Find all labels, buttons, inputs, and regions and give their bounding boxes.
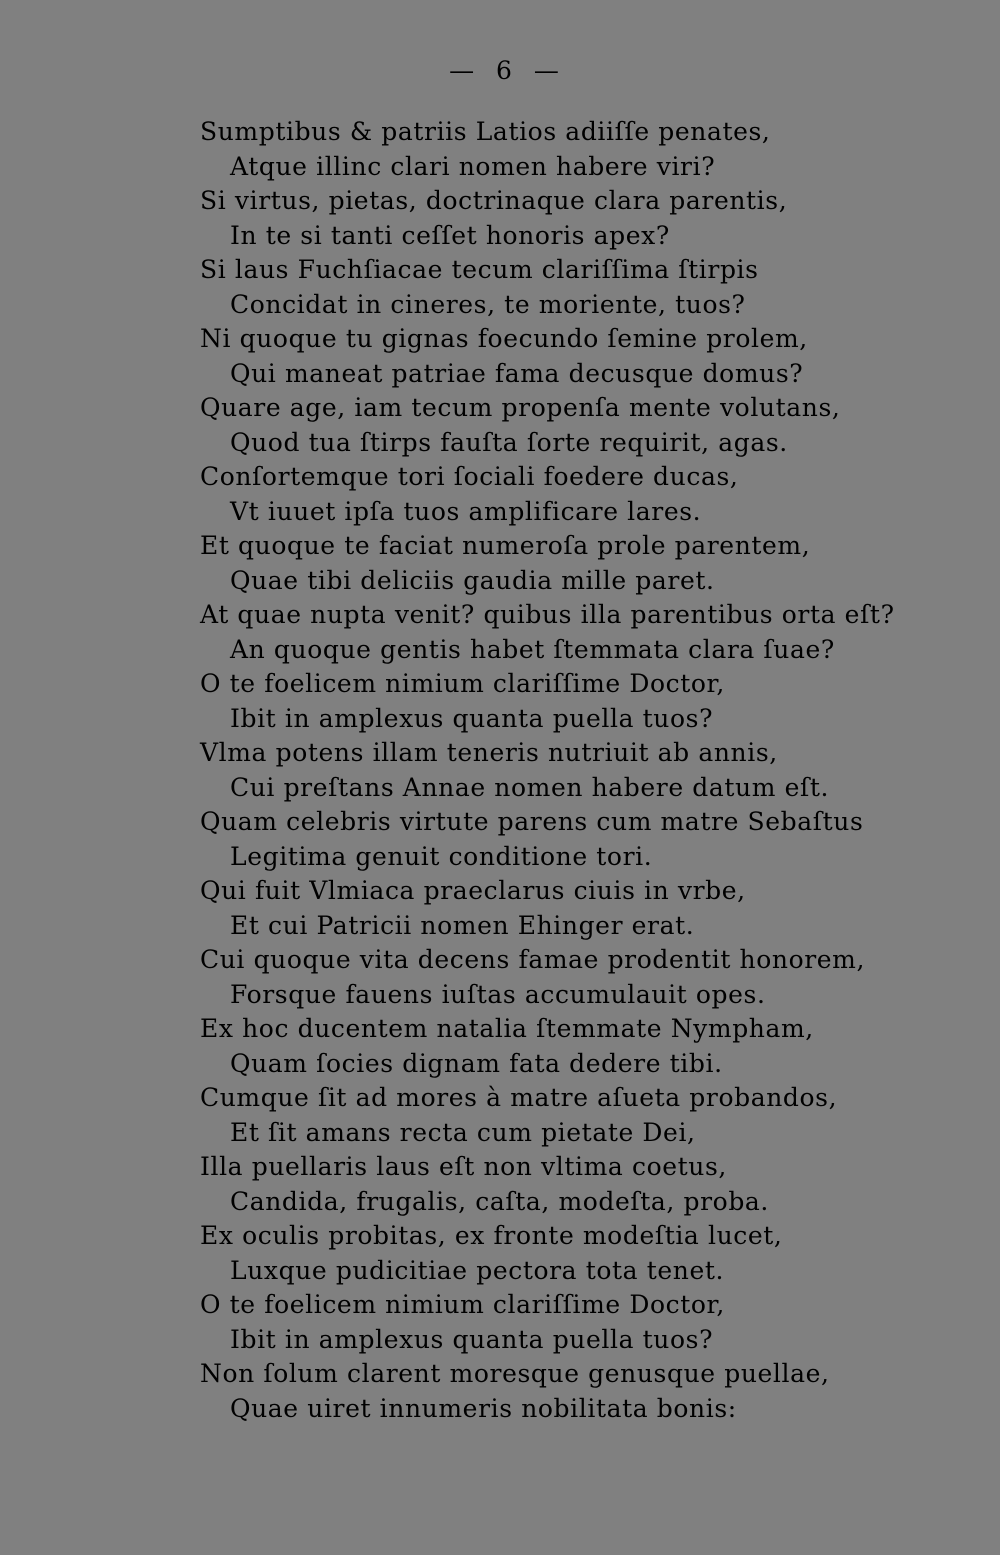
verse-line-pentameter: Cui preſtans Annae nomen habere datum eſt. [230, 772, 830, 802]
verse-line-hexameter: Ex oculis probitas, ex fronte modeſtia lucet, [200, 1221, 783, 1250]
verse-line-hexameter: At quae nupta venit? quibus illa parentibus orta eſt? [200, 600, 895, 629]
verse-line-pentameter: Legitima genuit conditione tori. [230, 841, 653, 871]
verse-line-hexameter: Conſortemque tori ſociali foedere ducas, [200, 462, 739, 491]
verse-line-hexameter: Illa puellaris laus eſt non vltima coetus, [200, 1152, 727, 1181]
page-number: — 6 — [449, 56, 561, 85]
verse-line-hexameter: Vlma potens illam teneris nutriuit ab annis, [200, 738, 778, 767]
verse-line-pentameter: Quod tua ſtirps fauſta ſorte requirit, agas. [230, 427, 788, 457]
verse-line-pentameter: Atque illinc clari nomen habere viri? [230, 151, 716, 181]
verse-line-hexameter: Si virtus, pietas, doctrinaque clara parentis, [200, 186, 788, 215]
verse-line-pentameter: Qui maneat patriae fama decusque domus? [230, 358, 804, 388]
verse-line-pentameter: Candida, frugalis, caſta, modeſta, proba. [230, 1186, 769, 1216]
verse-line-pentameter: Et ſit amans recta cum pietate Dei, [230, 1117, 696, 1147]
verse-line-pentameter: An quoque gentis habet ſtemmata clara ſuae? [230, 634, 835, 664]
verse-line-pentameter: Quae tibi deliciis gaudia mille paret. [230, 565, 715, 595]
verse-line-pentameter: Concidat in cineres, te moriente, tuos? [230, 289, 746, 319]
verse-line-pentameter: Luxque pudicitiae pectora tota tenet. [230, 1255, 725, 1285]
verse-line-pentameter: Quae uiret innumeris nobilitata bonis: [230, 1393, 737, 1423]
verse-line-hexameter: O te foelicem nimium clariſſime Doctor, [200, 669, 725, 698]
verse-line-hexameter: Cumque ſit ad mores à matre aſueta probandos, [200, 1083, 838, 1112]
verse-line-pentameter: Ibit in amplexus quanta puella tuos? [230, 1324, 714, 1354]
verse-line-hexameter: Cui quoque vita decens famae prodentit honorem, [200, 945, 866, 974]
verse-line-pentameter: Vt iuuet ipſa tuos amplificare lares. [230, 496, 702, 526]
verse-line-hexameter: Non ſolum clarent moresque genusque puellae, [200, 1359, 830, 1388]
verse-line-hexameter: Quare age, iam tecum propenſa mente volutans, [200, 393, 841, 422]
verse-line-hexameter: Ni quoque tu gignas foecundo ſemine prolem, [200, 324, 808, 353]
verse-line-pentameter: Quam ſocies dignam fata dedere tibi. [230, 1048, 723, 1078]
poem-text [200, 115, 960, 1426]
verse-line-pentameter: Ibit in amplexus quanta puella tuos? [230, 703, 714, 733]
verse-line-hexameter: O te foelicem nimium clariſſime Doctor, [200, 1290, 725, 1319]
verse-line-pentameter: Et cui Patricii nomen Ehinger erat. [230, 910, 695, 940]
verse-line-hexameter: Et quoque te faciat numeroſa prole parentem, [200, 531, 811, 560]
verse-line-pentameter: In te si tanti ceſſet honoris apex? [230, 220, 670, 250]
verse-line-hexameter: Qui fuit Vlmiaca praeclarus ciuis in vrbe, [200, 876, 746, 905]
verse-line-hexameter: Ex hoc ducentem natalia ſtemmate Nympham, [200, 1014, 814, 1043]
verse-line-hexameter: Sumptibus & patriis Latios adiiſſe penates, [200, 117, 771, 146]
verse-line-hexameter: Quam celebris virtute parens cum matre Sebaſtus [200, 807, 864, 836]
verse-line-pentameter: Forsque fauens iuſtas accumulauit opes. [230, 979, 766, 1009]
verse-line-hexameter: Si laus Fuchſiacae tecum clariſſima ſtirpis [200, 255, 759, 284]
